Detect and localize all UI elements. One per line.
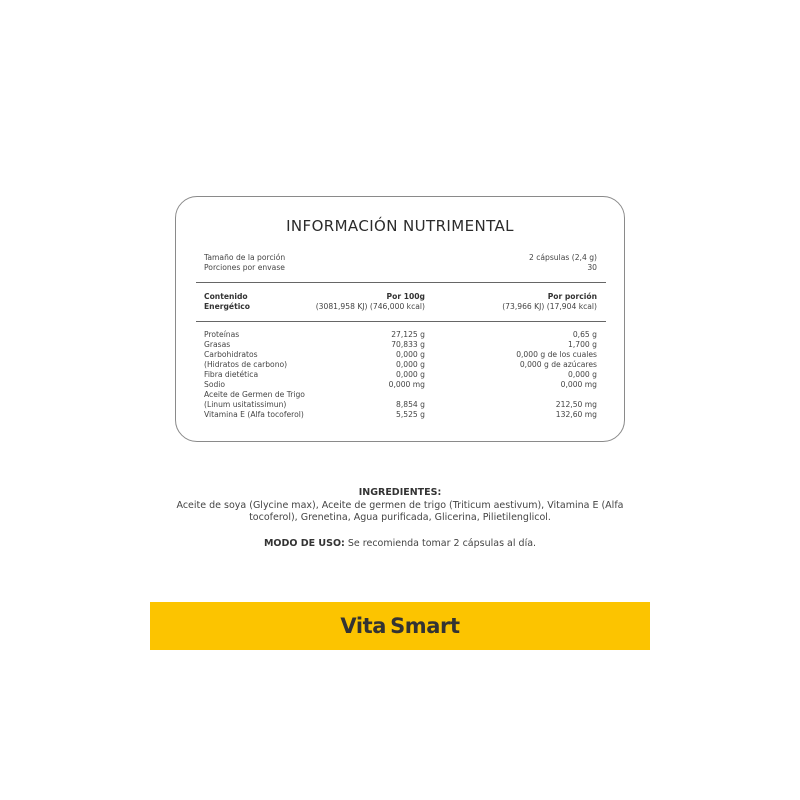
usage-label: MODO DE USO: xyxy=(263,538,345,549)
row-portion: 0,000 g xyxy=(568,370,597,379)
portion-energy: (73,966 KJ) (17,904 kcal) xyxy=(502,302,597,311)
row-label: Proteínas xyxy=(204,330,240,339)
row-label: Vitamina E (Alfa tocoferol) xyxy=(204,410,304,419)
row-per100: 27,125 g xyxy=(391,330,425,339)
portion-title: Por porción xyxy=(547,292,597,301)
energy-label-line1: Contenido xyxy=(204,292,248,301)
row-portion: 0,65 g xyxy=(572,330,597,339)
divider-bottom xyxy=(196,321,606,322)
row-portion: 132,60 mg xyxy=(555,410,597,419)
serving-size-label: Tamaño de la porción xyxy=(204,253,286,262)
row-per100: 0,000 g xyxy=(396,360,425,369)
per100-energy: (3081,958 KJ) (746,000 kcal) xyxy=(315,302,425,311)
logo-part-1: Vita xyxy=(340,614,387,638)
ingredients-line-1: Aceite de soya (Glycine max), Aceite de germen de trigo (Triticum aestivum), Vitamina E (Alfa xyxy=(176,499,624,511)
row-portion: 0,000 mg xyxy=(560,380,597,389)
row-label: Aceite de Germen de Trigo xyxy=(204,390,305,399)
energy-label-line2: Energético xyxy=(204,302,251,311)
row-portion: 0,000 g de azúcares xyxy=(519,360,597,369)
ingredients-line-2: tocoferol), Grenetina, Agua purificada, Glicerina, Pilietilenglicol. xyxy=(249,512,551,523)
usage-section xyxy=(150,538,650,549)
nutrition-title: INFORMACIÓN NUTRIMENTAL xyxy=(286,217,514,235)
per100-title: Por 100g xyxy=(386,292,425,301)
row-per100: 0,000 mg xyxy=(388,380,425,389)
row-label: Carbohidratos xyxy=(204,350,258,359)
ingredients-section xyxy=(170,487,630,525)
row-per100: 8,854 g xyxy=(396,400,425,409)
row-portion: 1,700 g xyxy=(568,340,597,349)
brand-banner xyxy=(150,602,650,650)
row-label: Fibra dietética xyxy=(204,370,259,379)
row-label: (Hidratos de carbono) xyxy=(204,360,288,369)
logo-part-2: Smart xyxy=(390,614,460,638)
row-label: Grasas xyxy=(204,340,231,349)
usage-text: Se recomienda tomar 2 cápsulas al día. xyxy=(344,538,537,549)
row-per100: 5,525 g xyxy=(396,410,425,419)
row-per100: 0,000 g xyxy=(396,350,425,359)
divider-top xyxy=(196,282,606,283)
row-label: Sodio xyxy=(204,380,226,389)
serving-size-value: 2 cápsulas (2,4 g) xyxy=(528,253,597,262)
vitasmart-logo xyxy=(340,614,459,638)
nutrition-panel xyxy=(175,196,625,442)
servings-per-container-label: Porciones por envase xyxy=(204,263,285,272)
ingredients-title: INGREDIENTES: xyxy=(358,487,442,498)
row-portion: 0,000 g de los cuales xyxy=(516,350,597,359)
row-per100: 0,000 g xyxy=(396,370,425,379)
row-per100: 70,833 g xyxy=(391,340,425,349)
servings-per-container-value: 30 xyxy=(587,263,597,272)
row-portion: 212,50 mg xyxy=(555,400,597,409)
row-label: (Linum usitatissimun) xyxy=(204,400,287,409)
